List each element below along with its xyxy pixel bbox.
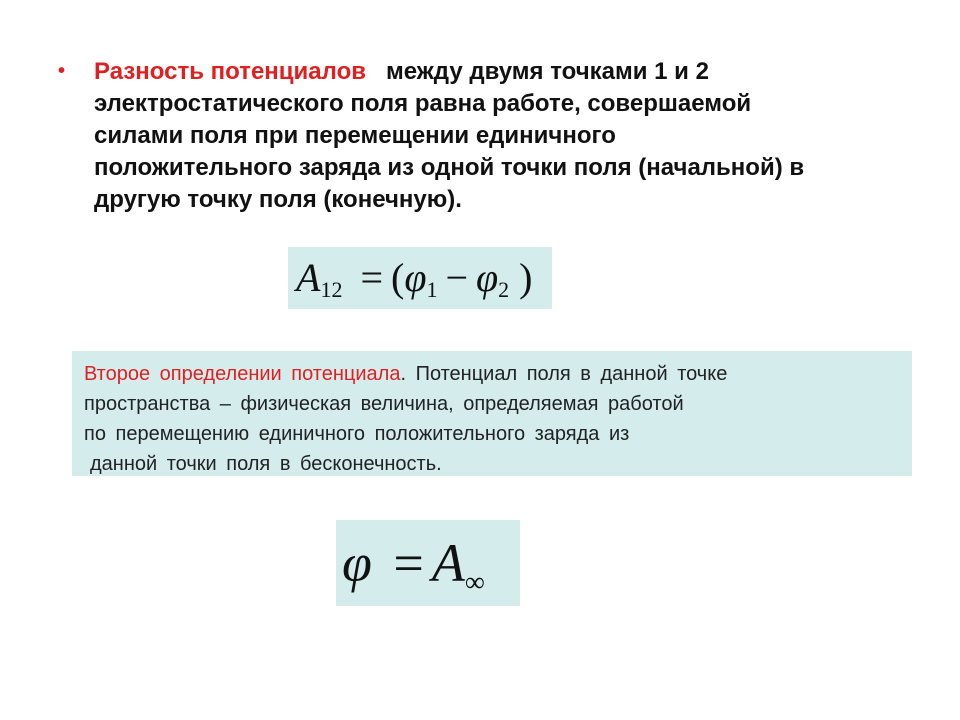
- formula1-phi1: φ: [404, 255, 427, 300]
- definition-line-3: по перемещению единичного положительного заряда из: [84, 423, 630, 445]
- definition-line-4: данной точки поля в бесконечность.: [90, 453, 442, 475]
- formula1-equals: =: [360, 255, 383, 300]
- formula1-work-subscript: 12: [320, 277, 343, 302]
- bullet-text: [94, 56, 804, 216]
- definition-line-1-rest: . Потенциал поля в данной точке: [400, 363, 728, 385]
- formula2-equals: =: [393, 533, 424, 593]
- bullet-line-2: электростатического поля равна работе, совершаемой: [94, 90, 752, 117]
- second-definition-text: [84, 359, 727, 479]
- bullet-line-4: положительного заряда из одной точки поля (начальной) в: [94, 154, 805, 181]
- formula1-phi2: φ: [476, 255, 499, 300]
- formula2-phi: φ: [342, 533, 372, 593]
- bullet-line-5: другую точку поля (конечную).: [94, 186, 462, 213]
- formula2-work-symbol: A: [431, 533, 465, 593]
- bullet-line-1-rest: между двумя точками 1 и 2: [386, 58, 709, 85]
- formula1-phi1-subscript: 1: [426, 277, 438, 302]
- second-definition-box: [72, 351, 912, 476]
- definition-line-1: [84, 359, 727, 389]
- formula1-work-symbol: A: [296, 255, 321, 300]
- potential-work-formula: [336, 520, 520, 606]
- formula1-open-paren: (: [391, 255, 405, 300]
- formula2-infinity-subscript: ∞: [464, 567, 485, 598]
- formula1-minus: −: [445, 255, 469, 300]
- bullet-marker: •: [58, 60, 66, 82]
- bullet-line-1: [94, 56, 804, 88]
- definition-line-2: пространства – физическая величина, определяемая работой: [84, 393, 684, 415]
- work-potential-formula: [288, 247, 552, 309]
- term-potential-difference: Разность потенциалов: [94, 58, 366, 85]
- term-second-definition: Второе определении потенциала: [84, 363, 401, 385]
- formula1-close-paren: ): [519, 255, 533, 300]
- bullet-line-3: силами поля при перемещении единичного: [94, 122, 616, 149]
- formula1-phi2-subscript: 2: [498, 277, 510, 302]
